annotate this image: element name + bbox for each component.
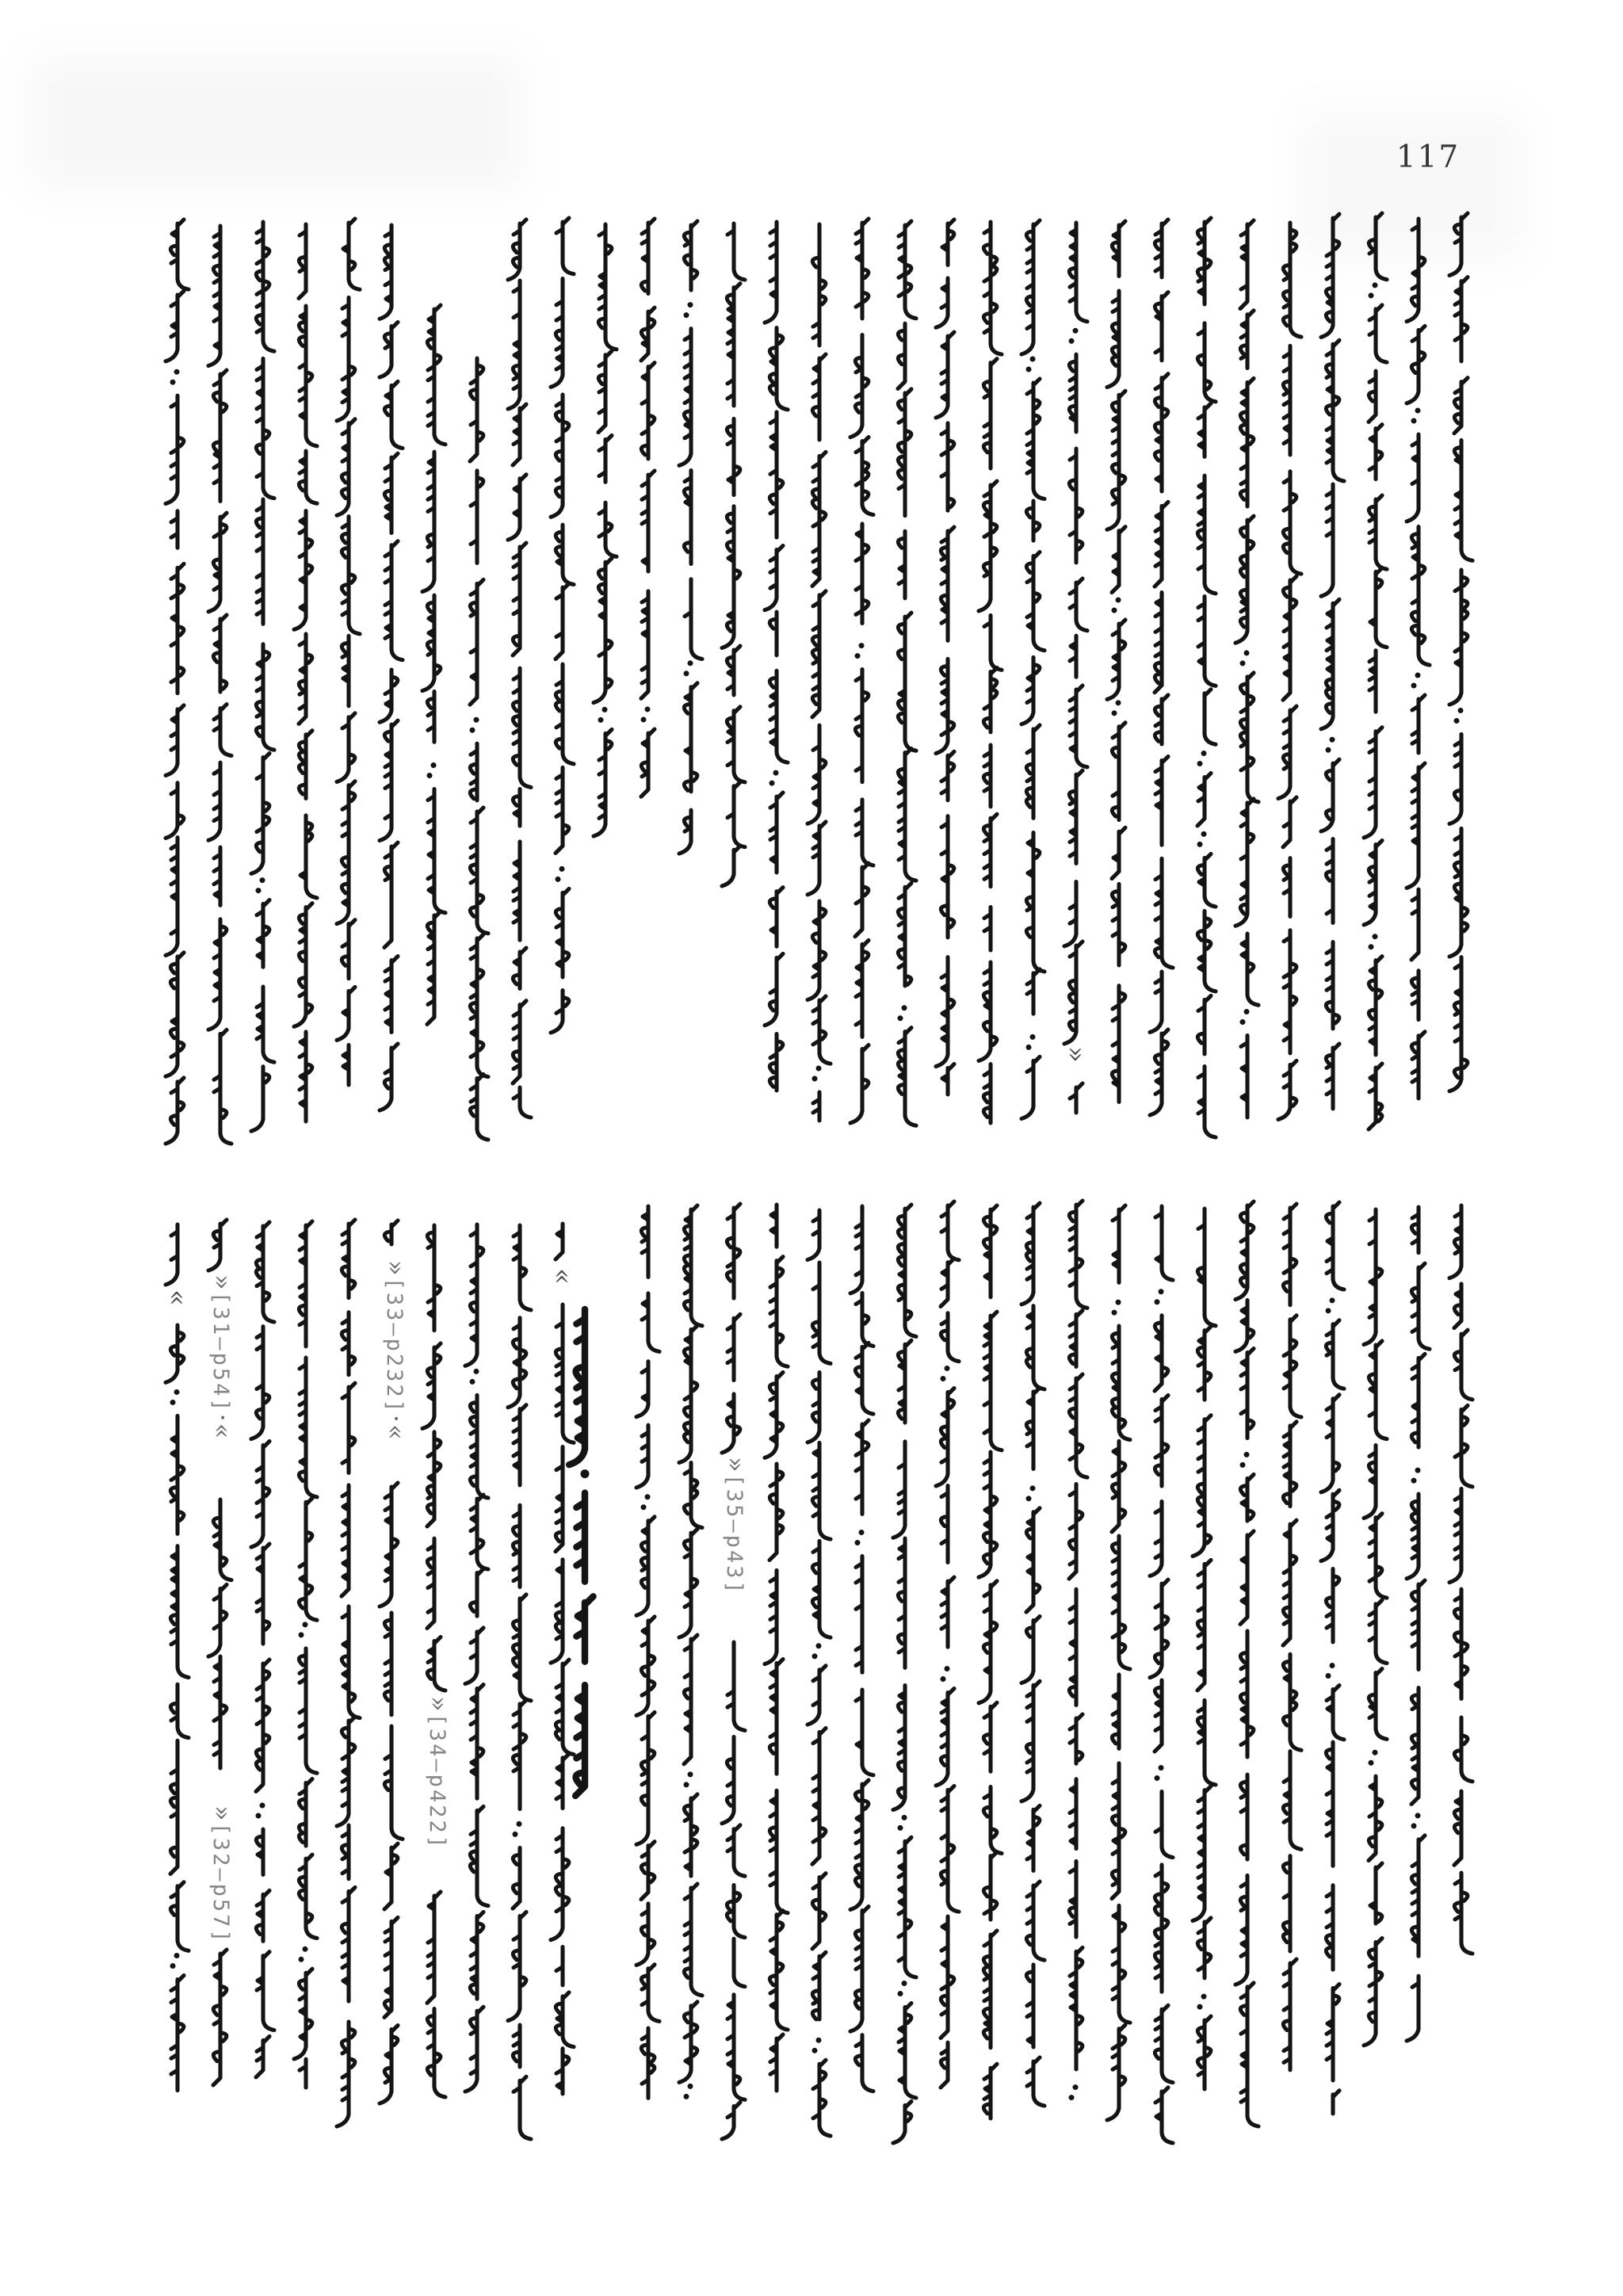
text-column [936,220,954,1095]
text-column [162,1224,193,2091]
heading-column [569,1309,593,1796]
text-column [1150,220,1173,1115]
close-quote-mark: » [720,1457,751,1474]
open-quote-mark: ·« [380,1414,411,1442]
text-column [1064,223,1087,1113]
text-column [1449,213,1472,1091]
citation-ref [424,1696,453,1851]
text-column [979,222,1002,1123]
text-column [1069,1201,1087,2098]
text-column [679,221,702,854]
text-column [893,1205,916,2143]
text-column [166,220,189,1144]
text-column [765,222,788,1091]
text-column [1235,220,1258,1117]
quote-mark: « [547,1268,579,1285]
text-column [1364,213,1387,1129]
text-column [1321,1202,1344,2114]
text-column [898,221,916,1125]
text-column [850,219,873,1123]
text-column [1193,1209,1216,2089]
text-column [551,218,574,1033]
text-column [294,224,317,1121]
text-column [722,1204,745,2139]
close-quote-mark: » [207,1805,238,1823]
text-column [722,223,745,886]
text-column [1278,223,1301,1120]
citation-label: [31—p54] [208,1291,233,1414]
text-column [508,220,531,1117]
close-quote-mark: » [207,1274,238,1292]
text-column [594,224,617,836]
text-column [294,1221,317,2088]
text-column [470,358,488,1140]
text-column [1022,220,1044,1119]
text-column [465,1224,488,2092]
text-column [979,1205,1002,2118]
text-column [936,1201,959,2088]
citation-label: [32—p57] [208,1822,233,1945]
text-column [1283,1204,1301,2070]
quote-mark: « [162,1289,193,1306]
text-column [1407,219,1430,1098]
text-column [808,1210,831,2136]
text-column [1107,1205,1130,2120]
text-column [251,1222,274,2077]
text-column [337,219,360,1085]
open-quote-mark: ·« [207,1413,238,1441]
text-column [422,305,445,1024]
text-column [1449,1205,1472,1954]
text-column [1364,1209,1387,2046]
text-column [1107,221,1125,1102]
text-column [1235,1201,1258,2126]
citation-label: [35—p43] [721,1473,747,1596]
text-column [1407,1207,1430,2041]
citation-ref [721,1457,750,1596]
text-column [1022,1203,1044,2106]
text-column [547,1224,579,2094]
close-quote-mark: » [380,1260,411,1278]
text-column [1150,1206,1173,2143]
text-column [1197,218,1216,1137]
text-column [641,219,655,797]
citation-label: [34—p422] [424,1713,449,1851]
text-column [679,1205,702,2096]
text-column [765,1205,788,2091]
page-number: 117 [1396,139,1461,175]
text-column [508,1225,531,2139]
text-column [808,224,831,1121]
text-column [208,226,231,1144]
citation-ref [208,1805,237,1945]
citation-ref [381,1260,411,1442]
text-column [380,225,403,1110]
close-quote-mark: » [423,1696,454,1713]
text-column [636,1206,659,2098]
text-column [422,1225,445,2097]
quote-mark: » [1060,1046,1092,1063]
citation-label: [33—p232] [381,1277,407,1415]
citation-ref [208,1274,237,1440]
text-column [850,1206,873,2092]
text-column [337,1220,360,2126]
text-column [251,222,274,1131]
text-column [1321,214,1344,1109]
